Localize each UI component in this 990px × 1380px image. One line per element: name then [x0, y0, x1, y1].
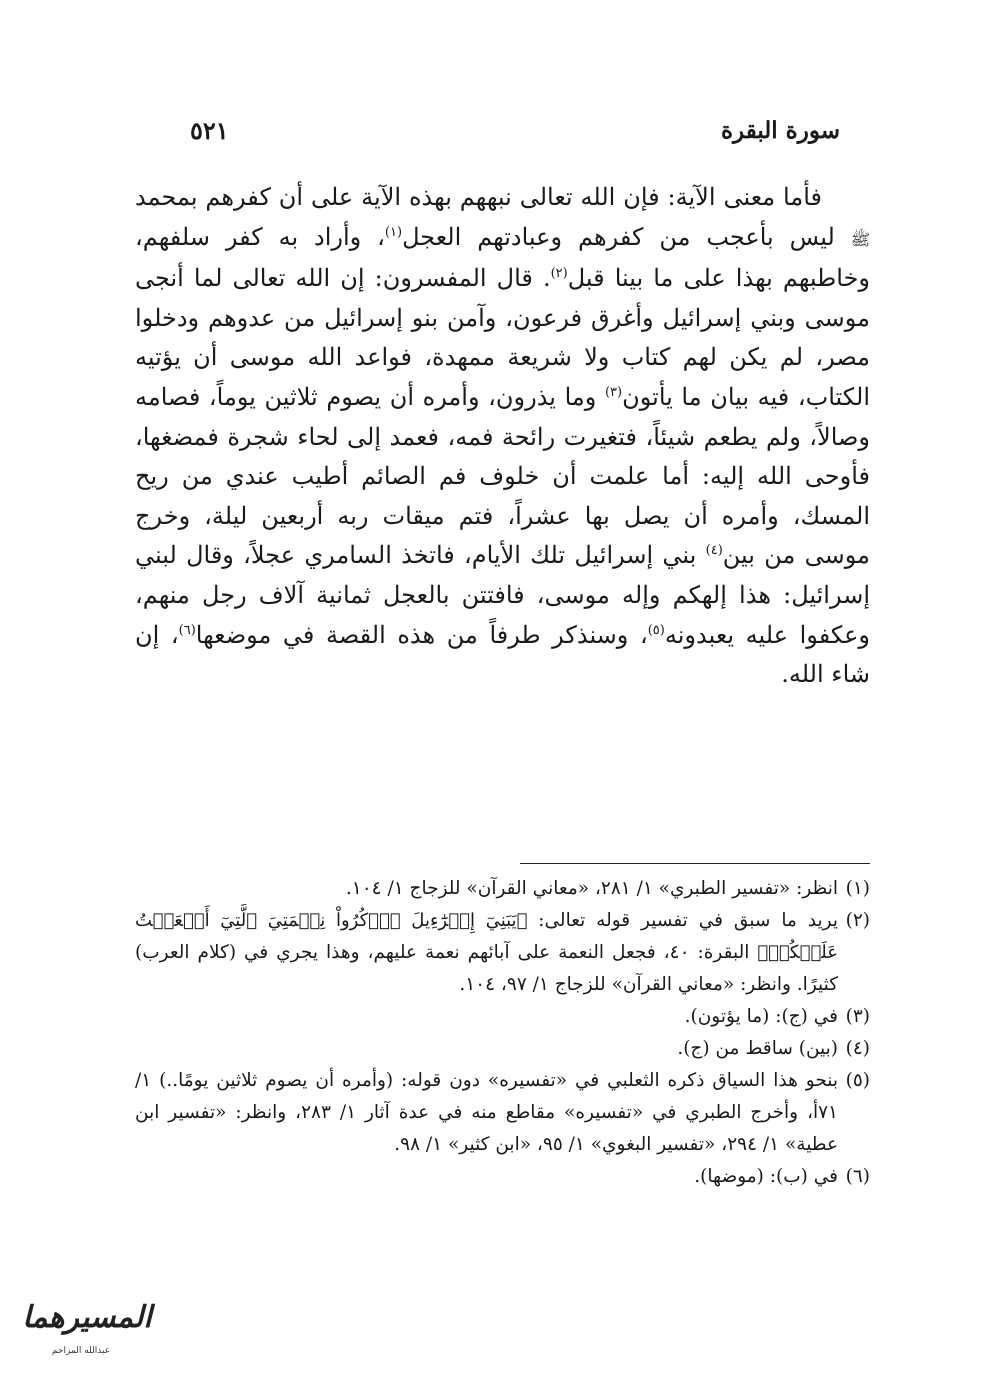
footnote-number: (٣): [845, 1006, 870, 1027]
logo-caption: عبدالله المزاحم: [51, 1346, 111, 1356]
footnote-text: في (ب): (موضها).: [694, 1166, 838, 1187]
footnote-item: [135, 873, 870, 905]
footnote-item: [135, 905, 870, 1001]
footnote-number: (١): [845, 878, 870, 899]
publisher-logo: [12, 1300, 162, 1370]
footnote-text-post: البقرة: ٤٠، فجعل النعمة على آبائهم نعمة عليهم، وهذا يجري في (كلام العرب) كثيرًا. وانظر: «معاني القرآن» للزجاج ١/ ٩٧، ١٠٤.: [135, 942, 838, 995]
quran-verse: ﴿يَبَنِيٓ إِسۡرَٰٓءِيلَ ٱذۡكُرُواْ نِعۡمَتِيَ ٱلَّتِيٓ أَنۡعَمۡتُ عَلَيۡكُمۡ﴾: [135, 910, 838, 963]
text-segment: بني إسرائيل تلك الأيام، فاتخذ السامري عجلاً، وقال لبني إسرائيل: هذا إلهكم وإله موسى، فافتتن بالعجل ثمانية آلاف رجل منهم، وعكفوا عليه يعبدونه: [135, 541, 870, 649]
page-number: ٥٢١: [190, 115, 229, 145]
text-segment: ، إن شاء الله.: [135, 620, 870, 689]
footnotes-section: [135, 873, 870, 1193]
footnote-text: في (ج): (ما يؤتون).: [684, 1006, 838, 1027]
logo-mark: المسيرهما: [22, 1300, 152, 1335]
footnote-ref-1[interactable]: (١): [384, 224, 403, 240]
footnote-text: بنحو هذا السياق ذكره الثعلبي في «تفسيره» دون قوله: (وأمره أن يصوم ثلاثين يومًا..) ١/ ٧١أ، وأخرج الطبري في «تفسيره» مقاطع منه في عدة آثار ١/ ٢٨٣، وانظر: «تفسير ابن عطية» ١/ ٢٩٤، «تفسير البغوي» ١/ ٩٥، «ابن كثير» ١/ ٩٨.: [135, 1070, 838, 1155]
footnote-number: (٥): [845, 1070, 870, 1091]
footnote-ref-6[interactable]: (٦): [178, 622, 196, 638]
text-segment: . قال المفسرون: إن الله تعالى لما أنجى موسى وبني إسرائيل وأغرق فرعون، وآمن بنو إسرائيل من عدوهم ودخلوا مصر، لم يكن لهم كتاب ولا شريعة ممهدة، فواعد الله موسى أن يؤتيه الكتاب، فيه بيان ما يأتون: [135, 264, 870, 411]
footnote-item: [135, 1161, 870, 1193]
text-segment: ليس بأعجب من كفرهم وعبادتهم العجل: [402, 222, 851, 251]
text-segment: ، وأراد به كفر سلفهم، وخاطبهم بهذا على ما بينا قبل: [135, 222, 870, 293]
footnote-ref-5[interactable]: (٥): [647, 622, 665, 638]
footnote-text: انظر: «تفسير الطبري» ١/ ٢٨١، «معاني القرآن» للزجاج ١/ ١٠٤.: [345, 878, 838, 899]
text-segment: ، وسنذكر طرفاً من هذه القصة في موضعها: [195, 620, 648, 649]
footnote-number: (٤): [845, 1038, 870, 1059]
footnote-divider: [520, 863, 870, 864]
text-segment: وما يذرون، وأمره أن يصوم ثلاثين يوماً، فصامه وصالاً، ولم يطعم شيئاً، فتغيرت رائحة فمه، فعمد إلى لحاء شجرة فمضغها، فأوحى الله إليه: أما علمت أن خلوف فم الصائم أطيب عندي من ريح المسك، وأمره أن يصل بها عشراً، فتم ميقات ربه أربعين ليلة، وخرج موسى من بين: [135, 382, 870, 570]
page-header: [190, 112, 840, 148]
footnote-ref-4[interactable]: (٤): [705, 543, 723, 559]
footnote-number: (٦): [845, 1166, 870, 1187]
footnote-text-pre: يريد ما سبق في تفسير قوله تعالى:: [527, 910, 838, 931]
footnote-item: [135, 1033, 870, 1065]
footnote-ref-3[interactable]: (٣): [604, 384, 623, 400]
text-segment: فأما معنى الآية: فإن الله تعالى نبههم بهذه الآية على أن كفرهم بمحمد: [135, 183, 822, 211]
footnote-item: [135, 1065, 870, 1161]
footnote-text: (بين) ساقط من (ج).: [677, 1038, 838, 1059]
footnote-number: (٢): [845, 910, 870, 931]
surah-title: سورة البقرة: [720, 116, 840, 144]
honorific-glyph: ﷺ: [850, 229, 871, 249]
main-paragraph: [135, 178, 870, 695]
footnote-item: [135, 1001, 870, 1033]
footnote-ref-2[interactable]: (٢): [550, 266, 568, 282]
footnote-text: [135, 905, 838, 1001]
